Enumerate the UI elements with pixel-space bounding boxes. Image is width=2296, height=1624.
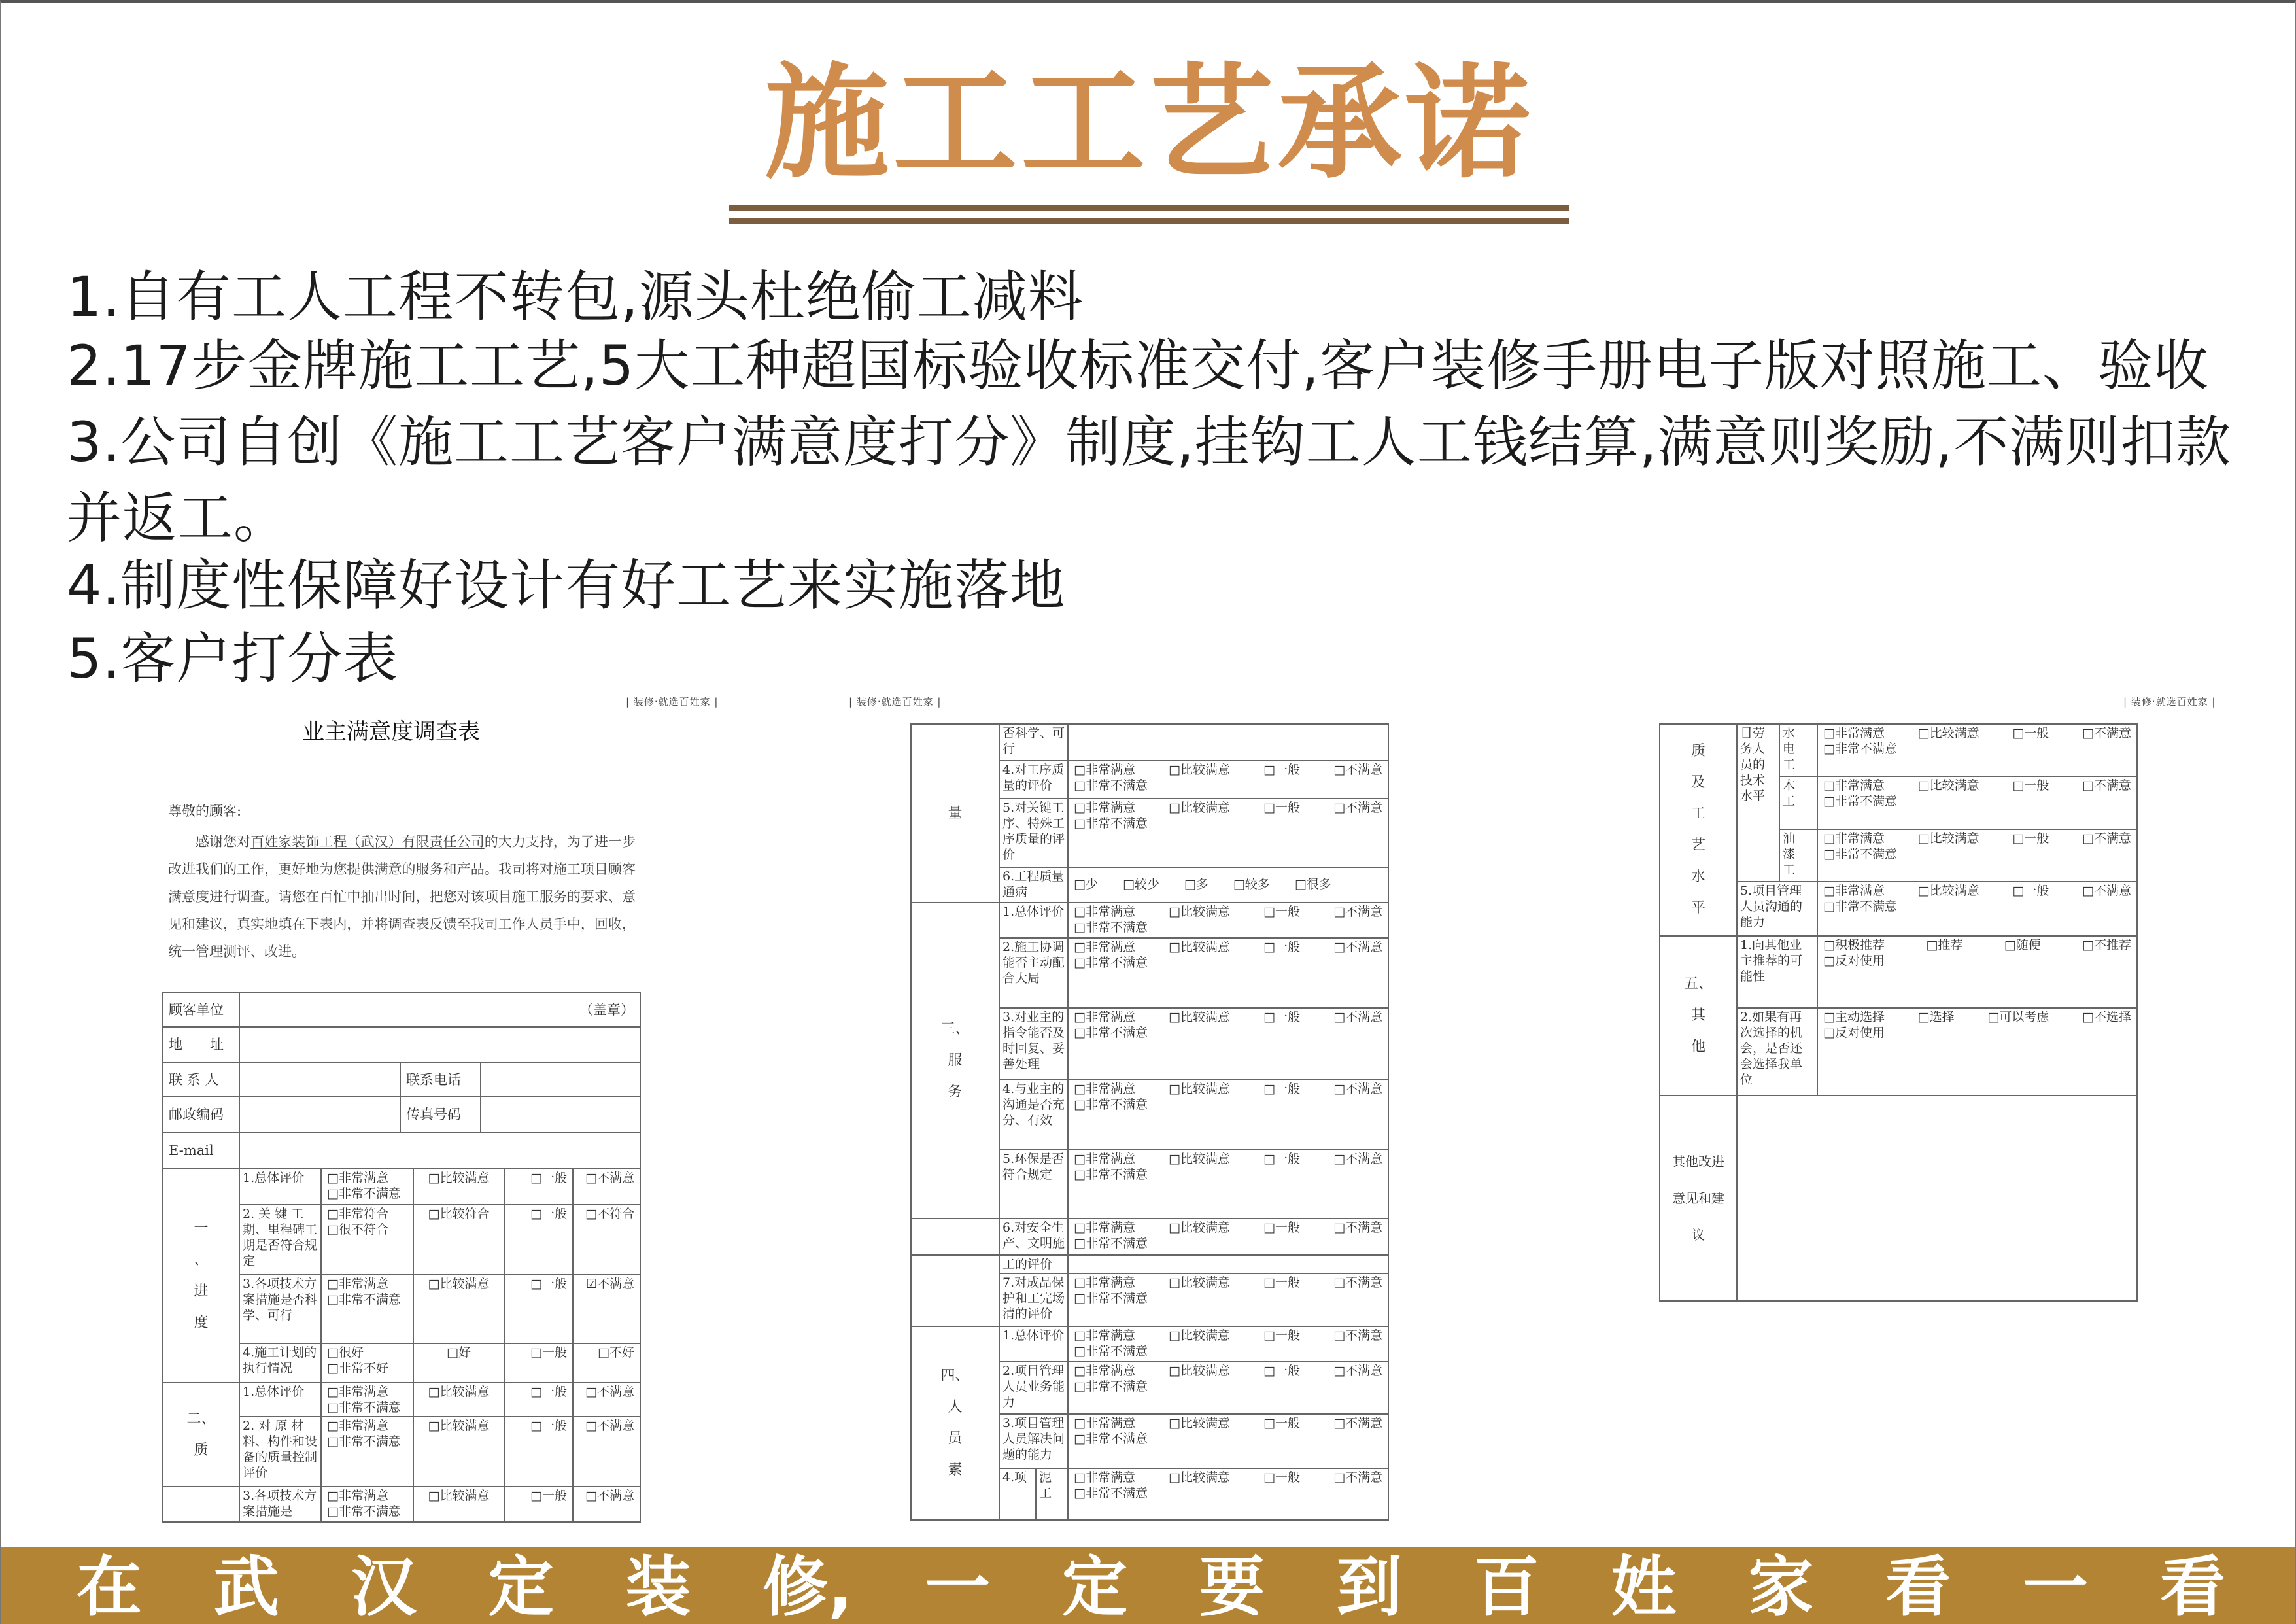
option-checkbox[interactable]: □很多: [1294, 877, 1331, 891]
item-label: 2.项目管理人员业务能力: [999, 1362, 1068, 1414]
option-checkbox[interactable]: □很好 □非常不好: [321, 1343, 413, 1383]
option-checkbox[interactable]: □较多: [1233, 877, 1270, 891]
promise-2: 2.17步金牌施工工艺,5大工种超国标验收标准交付,客户装修手册电子版对照施工、验收: [67, 334, 2209, 398]
options-cell: [1817, 1008, 2137, 1096]
option-row: [1074, 1363, 1382, 1379]
option-checkbox[interactable]: □不好: [573, 1343, 640, 1383]
category-cell: 质 及 工 艺 水 平: [1660, 724, 1737, 936]
option-row: [1074, 1415, 1382, 1431]
option-checkbox[interactable]: □一般: [1263, 1275, 1300, 1290]
option-checkbox[interactable]: □非常不满意: [1074, 1167, 1148, 1182]
promise-5: 5.客户打分表: [67, 627, 399, 691]
option-checkbox[interactable]: □一般: [1263, 905, 1300, 919]
survey-table-page-2: [910, 723, 1389, 1521]
option-checkbox[interactable]: □一般: [504, 1205, 573, 1275]
option-checkbox[interactable]: □比较符合: [413, 1205, 504, 1275]
item-label: 4.项: [999, 1468, 1036, 1520]
option-checkbox[interactable]: □一般: [1263, 1010, 1300, 1024]
option-checkbox[interactable]: □反对使用: [1823, 1026, 1885, 1040]
item-label: 6.对安全生产、文明施: [999, 1218, 1068, 1255]
option-checkbox[interactable]: □非常不满意: [1074, 1486, 1148, 1500]
option-checkbox[interactable]: □不满意: [1333, 763, 1383, 777]
item-label: 1.向其他业主推荐的可能性: [1737, 936, 1817, 1008]
promise-3-wrap: 并返工。: [67, 486, 290, 550]
option-checkbox[interactable]: □主动选择: [1823, 1010, 1885, 1024]
option-row: [1074, 955, 1382, 971]
option-checkbox[interactable]: □一般: [504, 1169, 573, 1205]
option-checkbox[interactable]: □不符合: [573, 1205, 640, 1275]
slogan-char: 到: [1336, 1549, 1402, 1624]
option-checkbox[interactable]: □比较满意: [413, 1383, 504, 1417]
slogan-char: 家: [1748, 1549, 1814, 1624]
options-cell: [1068, 1150, 1388, 1218]
option-row: [1823, 883, 2131, 899]
option-checkbox[interactable]: □比较满意: [1169, 1364, 1230, 1378]
option-row: [1823, 937, 2131, 953]
option-checkbox[interactable]: □非常不满意: [1074, 1379, 1148, 1394]
option-checkbox[interactable]: □一般: [504, 1487, 573, 1522]
item-label: 2.如果有再次选择的机会，是否还会选择我单位: [1737, 1008, 1817, 1096]
option-checkbox[interactable]: □非常不满意: [1823, 742, 1897, 756]
fax-field[interactable]: [481, 1097, 640, 1132]
option-row: [1074, 762, 1382, 778]
item-label: 5.项目管理人员沟通的能力: [1737, 882, 1817, 936]
item-label: 2.施工协调能否主动配合大局: [999, 938, 1068, 1008]
option-checkbox[interactable]: □选择: [1917, 1010, 1955, 1024]
option-row: [1074, 1025, 1382, 1041]
option-checkbox[interactable]: □不满意: [1333, 1152, 1383, 1166]
phone-field[interactable]: [481, 1062, 640, 1097]
options-cell: [1068, 867, 1388, 903]
option-checkbox[interactable]: □一般: [1263, 763, 1300, 777]
option-checkbox[interactable]: □比较满意: [413, 1169, 504, 1205]
options-cell: [1068, 938, 1388, 1008]
option-row: [1823, 1025, 2131, 1041]
option-checkbox[interactable]: □非常满意: [1074, 801, 1135, 815]
option-checkbox[interactable]: □非常满意: [1823, 778, 1885, 793]
option-checkbox[interactable]: □反对使用: [1823, 954, 1885, 968]
sub-label: 泥 工: [1036, 1468, 1068, 1520]
label-fax: 传真号码: [400, 1097, 481, 1132]
option-checkbox[interactable]: □比较满意: [1169, 1328, 1230, 1343]
option-row: [1823, 846, 2131, 862]
options-cell: [1817, 936, 2137, 1008]
category-cell: 五、 其 他: [1660, 936, 1737, 1096]
option-checkbox[interactable]: □随便: [2004, 938, 2041, 952]
option-checkbox[interactable]: □比较满意: [413, 1417, 504, 1487]
label-email: E-mail: [163, 1132, 239, 1169]
option-checkbox[interactable]: □比较满意: [1169, 763, 1230, 777]
option-checkbox[interactable]: □比较满意: [1917, 778, 1979, 793]
option-row: [1823, 953, 2131, 969]
item-label: 5.环保是否符合规定: [999, 1150, 1068, 1218]
option-checkbox[interactable]: □非常满意 □非常不满意: [321, 1487, 413, 1522]
item-label: 1.总体评价: [999, 1326, 1068, 1362]
option-checkbox[interactable]: □较少: [1122, 877, 1159, 891]
label-customer-unit: 顾客单位: [163, 993, 239, 1027]
option-checkbox[interactable]: □比较满意: [413, 1275, 504, 1343]
slogan-char: 汉: [351, 1549, 417, 1624]
option-checkbox[interactable]: □不满意: [2082, 726, 2131, 740]
option-checkbox[interactable]: □比较满意: [1917, 831, 1979, 846]
remarks-field[interactable]: [1737, 1096, 2137, 1301]
table-row: [163, 1383, 640, 1417]
option-checkbox[interactable]: □不满意: [1333, 1010, 1383, 1024]
option-row: [1074, 869, 1382, 892]
option-checkbox[interactable]: □比较满意: [1917, 884, 1979, 898]
intro-text: 的大力支持，为了进一步改进我们的工作，更好地为您提供满意的服务和产品。我司将对施工项目顾客满意度进行调查。请您在百忙中抽出时间，把您对该项目施工服务的要求、意见和建议，真实地填在下表内，并将调查表反馈至我司工作人员手中，回收，统一管理测评、改进。: [168, 834, 636, 959]
option-checkbox[interactable]: □一般: [1263, 1364, 1300, 1378]
promise-4: 4.制度性保障好设计有好工艺来实施落地: [67, 553, 1066, 617]
category-cell: 四、 人 员 素: [911, 1326, 999, 1520]
option-row: [1823, 725, 2131, 741]
options-cell: [1068, 1218, 1388, 1255]
table-row: [911, 1218, 1388, 1255]
option-checkbox[interactable]: □不满意: [1333, 1364, 1383, 1378]
options-cell: [1068, 1326, 1388, 1362]
option-checkbox[interactable]: □非常满意: [1074, 1416, 1135, 1430]
option-row: [1074, 1470, 1382, 1485]
slogan-char: 一: [925, 1549, 991, 1624]
item-label: 4.施工计划的执行情况: [239, 1343, 321, 1383]
option-row: [1074, 778, 1382, 793]
option-checkbox[interactable]: □一般: [2012, 726, 2049, 740]
option-checkbox[interactable]: □比较满意: [1169, 1275, 1230, 1290]
option-row: [1074, 1431, 1382, 1447]
options-cell: [1068, 1362, 1388, 1414]
table-row: [1660, 936, 2137, 1008]
options-cell: [1068, 903, 1388, 938]
option-row: [1074, 939, 1382, 955]
table-row: [911, 724, 1388, 761]
label-address: 地 址: [163, 1027, 239, 1062]
slogan-char: 看: [1885, 1549, 1951, 1624]
option-checkbox[interactable]: □非常满意: [1074, 1010, 1135, 1024]
option-checkbox[interactable]: □一般: [504, 1383, 573, 1417]
option-checkbox[interactable]: □比较满意: [1169, 1470, 1230, 1485]
category-cell: [911, 1218, 999, 1255]
category-cell: [911, 1255, 999, 1326]
option-checkbox[interactable]: □不满意: [1333, 1328, 1383, 1343]
option-row: [1823, 778, 2131, 793]
option-row: [1074, 1081, 1382, 1097]
option-checkbox[interactable]: □一般: [1263, 940, 1300, 954]
option-checkbox[interactable]: □非常符合 □很不符合: [321, 1205, 413, 1275]
option-checkbox[interactable]: □非常不满意: [1074, 956, 1148, 970]
option-checkbox[interactable]: □非常满意 □非常不满意: [321, 1275, 413, 1343]
option-checkbox[interactable]: □不满意: [573, 1383, 640, 1417]
option-checkbox[interactable]: □非常不满意: [1074, 1291, 1148, 1305]
option-checkbox[interactable]: □可以考虑: [1987, 1010, 2049, 1024]
label-phone: 联系电话: [400, 1062, 481, 1097]
item-label: 3.项目管理人员解决问题的能力: [999, 1414, 1068, 1468]
table-row: [911, 1326, 1388, 1362]
option-row: [1074, 1220, 1382, 1235]
sub-label: 水 电 工: [1779, 724, 1817, 776]
title-divider: [729, 218, 1569, 224]
option-checkbox[interactable]: □不满意: [1333, 801, 1383, 815]
company-name: 百姓家装饰工程（武汉）有限责任公司: [250, 834, 485, 850]
option-checkbox[interactable]: □非常满意: [1074, 905, 1135, 919]
option-checkbox[interactable]: □比较满意: [1169, 1416, 1230, 1430]
option-checkbox[interactable]: □不选择: [2082, 1010, 2131, 1024]
option-checkbox[interactable]: □好: [413, 1343, 504, 1383]
item-label: 否科学、可行: [999, 724, 1068, 761]
option-checkbox[interactable]: □非常不满意: [1823, 899, 1897, 914]
option-checkbox[interactable]: □非常满意: [1074, 1220, 1135, 1235]
option-row: [1074, 1485, 1382, 1501]
option-row: [1074, 800, 1382, 816]
option-checkbox[interactable]: □比较满意: [413, 1487, 504, 1522]
table-row: [911, 1255, 1388, 1273]
item-label: 2. 关 键 工期、里程碑工期是否符合规定: [239, 1205, 321, 1275]
option-checkbox[interactable]: □比较满意: [1169, 940, 1230, 954]
table-row: [1660, 724, 2137, 776]
option-row: [1823, 793, 2131, 809]
options-cell: [1068, 1468, 1388, 1520]
survey-table-page-1: [162, 1168, 641, 1523]
options-cell: [1068, 1008, 1388, 1080]
option-checkbox[interactable]: □一般: [2012, 884, 2049, 898]
slogan-char: 百: [1473, 1549, 1539, 1624]
option-checkbox[interactable]: □非常不满意: [1074, 816, 1148, 831]
slogan-char: 一: [2023, 1549, 2089, 1624]
category-cell: 三、 服 务: [911, 903, 999, 1218]
option-row: [1074, 1167, 1382, 1183]
option-checkbox[interactable]: □不满意: [1333, 1082, 1383, 1096]
option-row: [1074, 904, 1382, 920]
option-row: [1823, 831, 2131, 846]
option-checkbox[interactable]: □非常满意: [1074, 1470, 1135, 1485]
table-row: [163, 1169, 640, 1205]
option-checkbox[interactable]: □不满意: [573, 1417, 640, 1487]
option-row: [1074, 1009, 1382, 1025]
option-checkbox[interactable]: □非常满意: [1823, 831, 1885, 846]
slogan-char: 姓: [1611, 1549, 1677, 1624]
item-label: 5.对关键工序、特殊工序质量的评价: [999, 799, 1068, 867]
option-checkbox[interactable]: □不满意: [1333, 1470, 1383, 1485]
slogan-char: 在: [77, 1549, 142, 1624]
option-checkbox[interactable]: □非常满意: [1074, 1328, 1135, 1343]
option-checkbox[interactable]: □非常不满意: [1074, 1344, 1148, 1358]
email-field[interactable]: [239, 1132, 640, 1169]
slogan-char: 定: [1062, 1549, 1128, 1624]
option-row: [1823, 1009, 2131, 1025]
intro-text: 感谢您对: [196, 834, 251, 850]
item-label: 4.与业主的沟通是否充分、有效: [999, 1080, 1068, 1150]
option-checkbox[interactable]: □不满意: [1333, 905, 1383, 919]
item-label: 目劳 务人 员的 技术 水平: [1737, 724, 1779, 882]
table-row: [163, 1487, 640, 1522]
remarks-label: 其他改进 意见和建 议: [1660, 1096, 1737, 1301]
option-checkbox[interactable]: □非常满意: [1823, 884, 1885, 898]
option-checkbox[interactable]: □非常不满意: [1823, 794, 1897, 808]
option-checkbox[interactable]: □比较满意: [1169, 801, 1230, 815]
option-checkbox[interactable]: □不满意: [1333, 940, 1383, 954]
slogan-char: 定: [488, 1549, 554, 1624]
customer-info-table: [162, 992, 641, 1169]
item-label: 3.各项技术方案措施是否科学、可行: [239, 1275, 321, 1343]
slogan-char: 修,: [762, 1549, 853, 1624]
options-cell: [1068, 1414, 1388, 1468]
option-checkbox[interactable]: □不满意: [573, 1169, 640, 1205]
survey-intro: [168, 828, 636, 965]
option-checkbox[interactable]: □不满意: [1333, 1220, 1383, 1235]
option-row: [1823, 899, 2131, 914]
option-row: [1074, 1328, 1382, 1343]
options-cell: [1068, 1255, 1388, 1273]
option-checkbox[interactable]: □不满意: [1333, 1416, 1383, 1430]
option-checkbox[interactable]: □少: [1074, 877, 1098, 891]
option-checkbox[interactable]: □非常不满意: [1074, 1236, 1148, 1251]
option-checkbox[interactable]: □非常不满意: [1074, 920, 1148, 935]
option-checkbox[interactable]: □非常满意: [1074, 1082, 1135, 1096]
option-row: [1074, 1290, 1382, 1306]
option-checkbox[interactable]: □比较满意: [1169, 1082, 1230, 1096]
option-checkbox[interactable]: □一般: [504, 1343, 573, 1383]
option-checkbox[interactable]: □一般: [504, 1275, 573, 1343]
options-cell: [1817, 724, 2137, 776]
option-row: [1823, 741, 2131, 757]
item-label: 7.对成品保护和工完场清的评价: [999, 1273, 1068, 1326]
page-title: 施工工艺承诺: [764, 51, 1534, 196]
option-checkbox[interactable]: □非常满意: [1074, 763, 1135, 777]
option-checkbox[interactable]: □比较满意: [1169, 1152, 1230, 1166]
option-checkbox[interactable]: □一般: [2012, 778, 2049, 793]
option-checkbox[interactable]: □非常不满意: [1074, 1026, 1148, 1040]
options-cell: [1068, 1273, 1388, 1326]
survey-title: 业主满意度调查表: [302, 719, 480, 745]
customer-unit-field[interactable]: （盖章）: [239, 993, 640, 1027]
option-checkbox[interactable]: □非常满意 □非常不满意: [321, 1383, 413, 1417]
option-checkbox[interactable]: □比较满意: [1169, 905, 1230, 919]
options-cell: [1817, 882, 2137, 936]
options-cell: [1068, 799, 1388, 867]
survey-greeting: 尊敬的顾客:: [168, 803, 242, 819]
option-checkbox[interactable]: □不满意: [573, 1487, 640, 1522]
sub-label: 木 工: [1779, 776, 1817, 829]
option-checkbox[interactable]: □非常不满意: [1074, 778, 1148, 793]
option-checkbox[interactable]: □一般: [504, 1417, 573, 1487]
option-checkbox[interactable]: □一般: [1263, 1082, 1300, 1096]
option-row: [1074, 1097, 1382, 1113]
label-contact: 联 系 人: [163, 1062, 239, 1097]
survey-table-page-3: [1659, 723, 2138, 1302]
option-checkbox[interactable]: □不满意: [2082, 778, 2131, 793]
option-checkbox[interactable]: ☑不满意: [573, 1275, 640, 1343]
option-checkbox[interactable]: □一般: [1263, 1328, 1300, 1343]
option-checkbox[interactable]: □不满意: [2082, 831, 2131, 846]
option-checkbox[interactable]: □非常不满意: [1074, 1432, 1148, 1446]
option-checkbox[interactable]: □非常满意 □非常不满意: [321, 1417, 413, 1487]
option-checkbox[interactable]: □推荐: [1926, 938, 1963, 952]
option-checkbox[interactable]: □非常满意 □非常不满意: [321, 1169, 413, 1205]
options-cell: [1817, 776, 2137, 829]
address-field[interactable]: [239, 1027, 640, 1062]
option-row: [1074, 1275, 1382, 1290]
item-label: 1.总体评价: [239, 1169, 321, 1205]
item-label: 6.工程质量通病: [999, 867, 1068, 903]
item-label: 工的评价: [999, 1255, 1068, 1273]
options-cell: [1068, 761, 1388, 799]
option-row: [1074, 1151, 1382, 1167]
option-row: [1074, 1343, 1382, 1359]
option-checkbox[interactable]: □一般: [1263, 1220, 1300, 1235]
option-checkbox[interactable]: □不推荐: [2082, 938, 2131, 952]
title-divider: [729, 205, 1569, 211]
option-checkbox[interactable]: □非常不满意: [1074, 1097, 1148, 1112]
option-checkbox[interactable]: □不满意: [1333, 1275, 1383, 1290]
option-checkbox[interactable]: □非常满意: [1074, 940, 1135, 954]
option-checkbox[interactable]: □非常不满意: [1823, 847, 1897, 861]
option-checkbox[interactable]: □非常满意: [1823, 726, 1885, 740]
options-cell: [1817, 829, 2137, 882]
table-row: [1660, 1096, 2137, 1301]
option-checkbox[interactable]: □一般: [1263, 801, 1300, 815]
item-label: 1.总体评价: [239, 1383, 321, 1417]
promise-1: 1.自有工人工程不转包,源头杜绝偷工减料: [67, 265, 1084, 329]
doc-page-header: | 装修·就选百姓家 |: [2123, 696, 2216, 708]
table-row: [911, 903, 1388, 938]
category-cell: 一 、 进 度: [163, 1169, 239, 1383]
category-cell: 量: [911, 724, 999, 903]
option-checkbox[interactable]: □积极推荐: [1823, 938, 1885, 952]
slogan-char: 装: [625, 1549, 691, 1624]
item-label: 1.总体评价: [999, 903, 1068, 938]
option-row: [1074, 816, 1382, 831]
options-cell: [1068, 724, 1388, 761]
contact-field[interactable]: [239, 1062, 400, 1097]
option-checkbox[interactable]: □非常满意: [1074, 1152, 1135, 1166]
option-checkbox[interactable]: □非常满意: [1074, 1275, 1135, 1290]
option-row: [1074, 920, 1382, 935]
option-checkbox[interactable]: □一般: [1263, 1416, 1300, 1430]
doc-page-header: | 装修·就选百姓家 |: [626, 696, 719, 708]
option-checkbox[interactable]: □比较满意: [1169, 1220, 1230, 1235]
item-label: 3.各项技术方案措施是: [239, 1487, 321, 1522]
doc-page-header: | 装修·就选百姓家 |: [849, 696, 942, 708]
option-checkbox[interactable]: □比较满意: [1169, 1010, 1230, 1024]
option-checkbox[interactable]: □非常满意: [1074, 1364, 1135, 1378]
option-row: [1074, 1235, 1382, 1251]
slogan-char: 要: [1199, 1549, 1265, 1624]
label-postcode: 邮政编码: [163, 1097, 239, 1132]
promise-3: 3.公司自创《施工工艺客户满意度打分》制度,挂钩工人工钱结算,满意则奖励,不满则扣款: [67, 410, 2232, 474]
slogan-char: 武: [213, 1549, 279, 1624]
option-row: [1074, 1379, 1382, 1394]
options-cell: [1068, 1080, 1388, 1150]
option-checkbox[interactable]: □比较满意: [1917, 726, 1979, 740]
slogan-char: 看: [2159, 1549, 2225, 1624]
item-label: 3.对业主的指令能否及时回复、妥善处理: [999, 1008, 1068, 1080]
item-label: 4.对工序质量的评价: [999, 761, 1068, 799]
category-cell: 二、 质: [163, 1383, 239, 1487]
option-checkbox[interactable]: □一般: [2012, 831, 2049, 846]
category-cell: [163, 1487, 239, 1522]
option-checkbox[interactable]: □一般: [1263, 1152, 1300, 1166]
postcode-field[interactable]: [239, 1097, 400, 1132]
sub-label: 油 漆 工: [1779, 829, 1817, 882]
item-label: 2. 对 原 材料、构件和设备的质量控制评价: [239, 1417, 321, 1487]
slogan-banner: [1, 1547, 2296, 1624]
option-checkbox[interactable]: □多: [1184, 877, 1208, 891]
option-checkbox[interactable]: □不满意: [2082, 884, 2131, 898]
option-checkbox[interactable]: □一般: [1263, 1470, 1300, 1485]
